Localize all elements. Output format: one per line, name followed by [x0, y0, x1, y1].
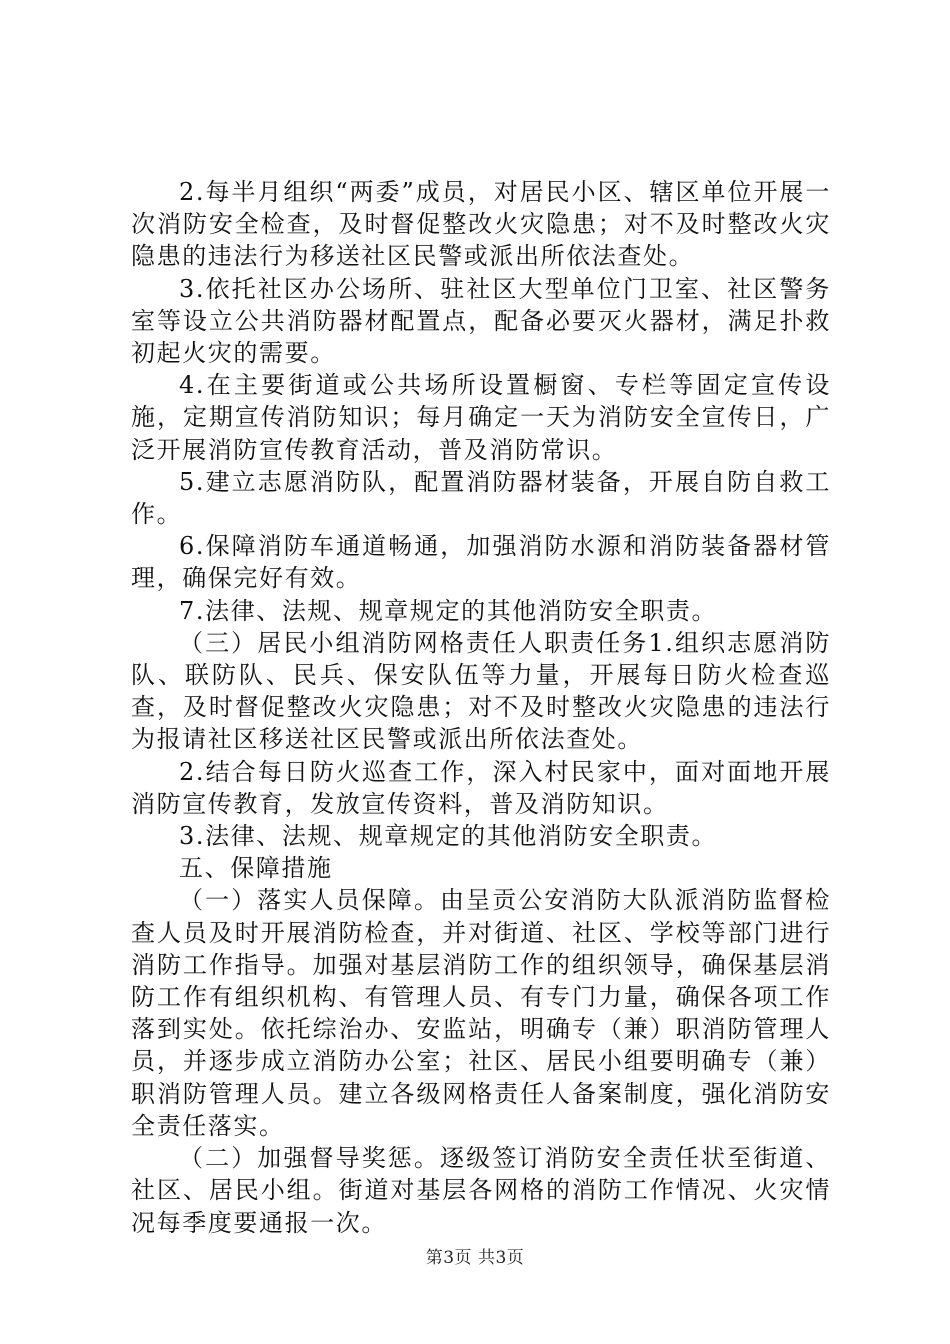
section-heading: 五、保障措施: [179, 854, 333, 883]
document-body: [131, 176, 831, 1239]
paragraph: 2.每半月组织“两委”成员，对居民小区、辖区单位开展一次消防安全检查，及时督促整改火灾隐患；对不及时整改火灾隐患的违法行为移送社区民警或派出所依法查处。: [131, 178, 831, 271]
paragraph: 6.保障消防车通道畅通，加强消防水源和消防装备器材管理，确保完好有效。: [131, 532, 831, 593]
page-number-footer: 第3页 共3页: [425, 1248, 525, 1268]
paragraph: （三）居民小组消防网格责任人职责任务1.组织志愿消防队、联防队、民兵、保安队伍等力量，开展每日防火检查巡查，及时督促整改火灾隐患；对不及时整改火灾隐患的违法行为报请社区移送社区民警或派出所依法查处。: [131, 628, 831, 754]
paragraph: （一）落实人员保障。由呈贡公安消防大队派消防监督检查人员及时开展消防检查，并对街道、社区、学校等部门进行消防工作指导。加强对基层消防工作的组织领导，确保基层消防工作有组织机构、有管理人员、有专门力量，确保各项工作落到实处。依托综治办、安监站，明确专（兼）职消防管理人员，并逐步成立消防办公室；社区、居民小组要明确专（兼）职消防管理人员。建立各级网格责任人备案制度，强化消防安全责任落实。: [131, 886, 831, 1140]
paragraph: 7.法律、法规、规章规定的其他消防安全职责。: [179, 596, 718, 625]
paragraph: 3.法律、法规、规章规定的其他消防安全职责。: [179, 822, 718, 851]
paragraph: 5.建立志愿消防队，配置消防器材装备，开展自防自救工作。: [131, 467, 831, 529]
paragraph: 3.依托社区办公场所、驻社区大型单位门卫室、社区警务室等设立公共消防器材配置点，配备必要灭火器材，满足扑救初起火灾的需要。: [131, 274, 831, 368]
paragraph: （二）加强督导奖惩。逐级签订消防安全责任状至街道、社区、居民小组。街道对基层各网格的消防工作情况、火灾情况每季度要通报一次。: [131, 1144, 831, 1237]
paragraph: 2.结合每日防火巡查工作，深入村民家中，面对面地开展消防宣传教育，发放宣传资料，普及消防知识。: [131, 757, 831, 818]
paragraph: 4.在主要街道或公共场所设置橱窗、专栏等固定宣传设施，定期宣传消防知识；每月确定一天为消防安全宣传日，广泛开展消防宣传教育活动，普及消防常识。: [131, 371, 831, 464]
